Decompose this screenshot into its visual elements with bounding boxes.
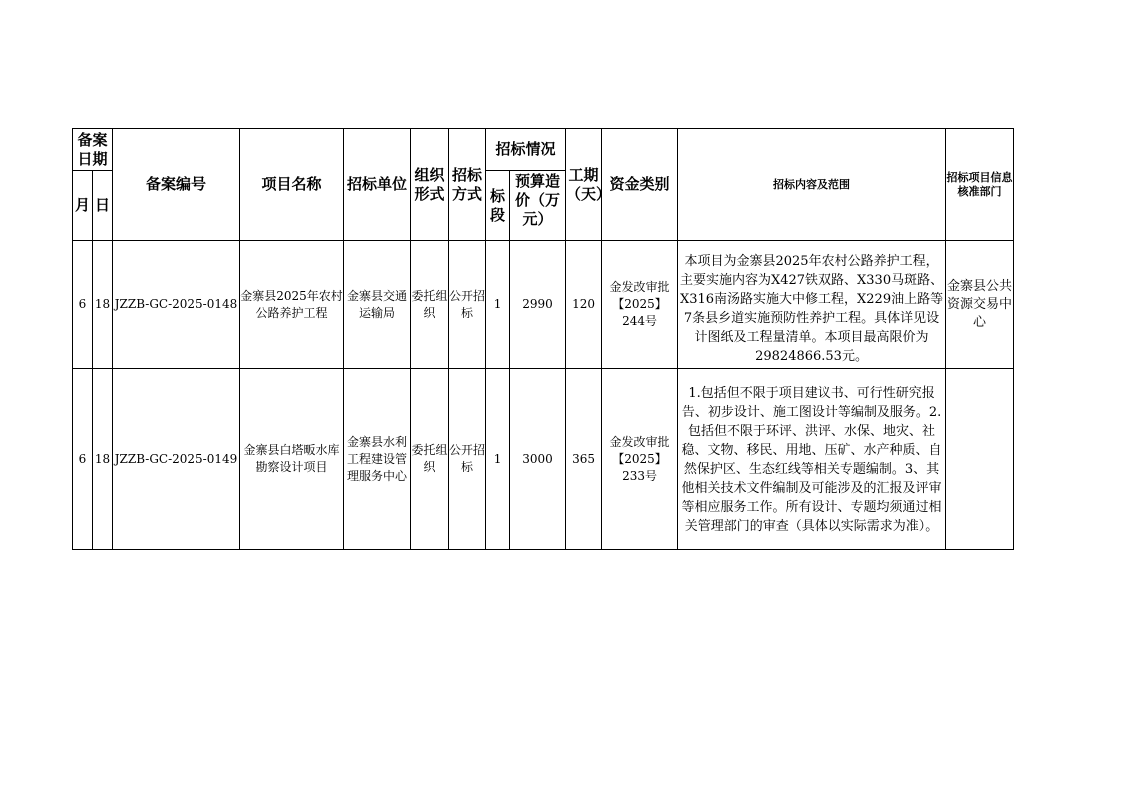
cell-scope: 1.包括但不限于项目建议书、可行性研究报告、初步设计、施工图设计等编制及服务。2.包括但不限于环评、洪评、水保、地灾、社稳、文物、移民、用地、压矿、水产种质、自然保护区、生态红线等相关专题编制。3、其他相关技术文件编制及可能涉及的汇报及评审等相应服务工作。所有设计、专题均须通过相关管理部门的审查（具体以实际需求为准）。 (678, 369, 946, 550)
header-tender-info: 招标情况 (486, 129, 566, 171)
cell-tender-method: 公开招标 (449, 369, 486, 550)
header-date-group: 备案日期 (73, 129, 113, 171)
cell-duration: 120 (566, 241, 602, 369)
cell-record-no: JZZB-GC-2025-0149 (113, 369, 240, 550)
header-scope: 招标内容及范围 (678, 129, 946, 241)
table-row (73, 241, 1014, 369)
cell-org-form: 委托组织 (411, 369, 449, 550)
header-org-form: 组织形式 (411, 129, 449, 241)
cell-fund-type: 金发改审批【2025】233号 (602, 369, 678, 550)
header-fund-type: 资金类别 (602, 129, 678, 241)
cell-budget: 3000 (510, 369, 566, 550)
cell-month: 6 (73, 369, 93, 550)
cell-tender-unit: 金寨县水利工程建设管理服务中心 (344, 369, 411, 550)
cell-day: 18 (93, 241, 113, 369)
cell-month: 6 (73, 241, 93, 369)
cell-fund-type: 金发改审批【2025】244号 (602, 241, 678, 369)
cell-verify-dept (946, 369, 1014, 550)
tender-record-table (72, 128, 1014, 550)
table-row (73, 369, 1014, 550)
cell-verify-dept: 金寨县公共资源交易中心 (946, 241, 1014, 369)
header-tender-unit: 招标单位 (344, 129, 411, 241)
header-budget-text: 预算造价（万元） (515, 171, 561, 228)
header-verify-dept: 招标项目信息核准部门 (946, 129, 1014, 241)
header-record-no: 备案编号 (113, 129, 240, 241)
cell-scope: 本项目为金寨县2025年农村公路养护工程，主要实施内容为X427铁双路、X330马斑路、X316南汤路实施大中修工程，X229油上路等7条县乡道实施预防性养护工程。具体详见设计图纸及工程量清单。本项目最高限价为29824866.53元。 (678, 241, 946, 369)
header-duration: 工期（天） (566, 129, 602, 241)
cell-duration: 365 (566, 369, 602, 550)
header-tender-method: 招标方式 (449, 129, 486, 241)
header-section: 标段 (486, 171, 510, 241)
cell-record-no: JZZB-GC-2025-0148 (113, 241, 240, 369)
cell-budget: 2990 (510, 241, 566, 369)
cell-section: 1 (486, 241, 510, 369)
cell-day: 18 (93, 369, 113, 550)
cell-project-name: 金寨县白塔畈水库勘察设计项目 (240, 369, 344, 550)
header-day: 日 (93, 171, 113, 241)
cell-tender-unit: 金寨县交通运输局 (344, 241, 411, 369)
cell-section: 1 (486, 369, 510, 550)
header-month: 月 (73, 171, 93, 241)
cell-org-form: 委托组织 (411, 241, 449, 369)
cell-tender-method: 公开招标 (449, 241, 486, 369)
cell-project-name: 金寨县2025年农村公路养护工程 (240, 241, 344, 369)
header-project-name: 项目名称 (240, 129, 344, 241)
header-budget (510, 171, 566, 241)
